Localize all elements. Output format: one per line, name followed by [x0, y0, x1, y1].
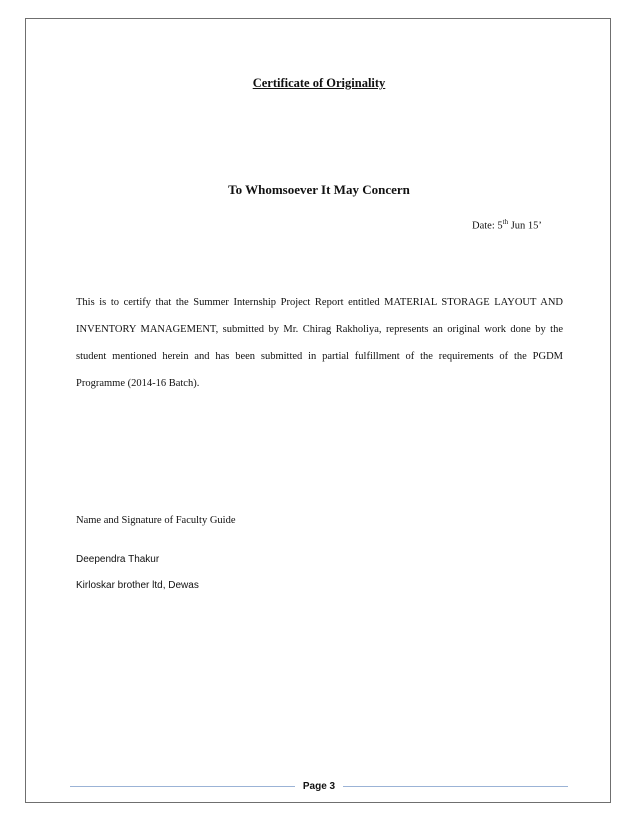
- certificate-body: This is to certify that the Summer Internship Project Report entitled MATERIAL STORAGE LAYOUT AND INVENTORY MANAGEMENT, submitted by Mr. Chirag Rakholiya, represents an original work done by the student mentioned herein and has been submitted in partial fulfillment of the requirements of the PGDM Programme (2014-16 Batch).: [76, 297, 563, 389]
- faculty-guide-label: Name and Signature of Faculty Guide: [76, 515, 236, 526]
- page-number: Page 3: [302, 780, 336, 792]
- date-superscript: th: [502, 218, 509, 226]
- certificate-title: Certificate of Originality: [252, 76, 386, 90]
- guide-organization: Kirloskar brother ltd, Dewas: [76, 580, 199, 591]
- date-line: [472, 218, 542, 232]
- guide-name: Deependra Thakur: [76, 554, 160, 565]
- footer-rule-right: [343, 786, 568, 787]
- page-footer: [70, 779, 568, 793]
- footer-rule-left: [70, 786, 295, 787]
- date-suffix: Jun 15’: [508, 220, 542, 232]
- salutation-heading: To Whomsoever It May Concern: [228, 182, 410, 197]
- date-prefix: Date: 5: [472, 220, 503, 232]
- page-border: [25, 18, 611, 803]
